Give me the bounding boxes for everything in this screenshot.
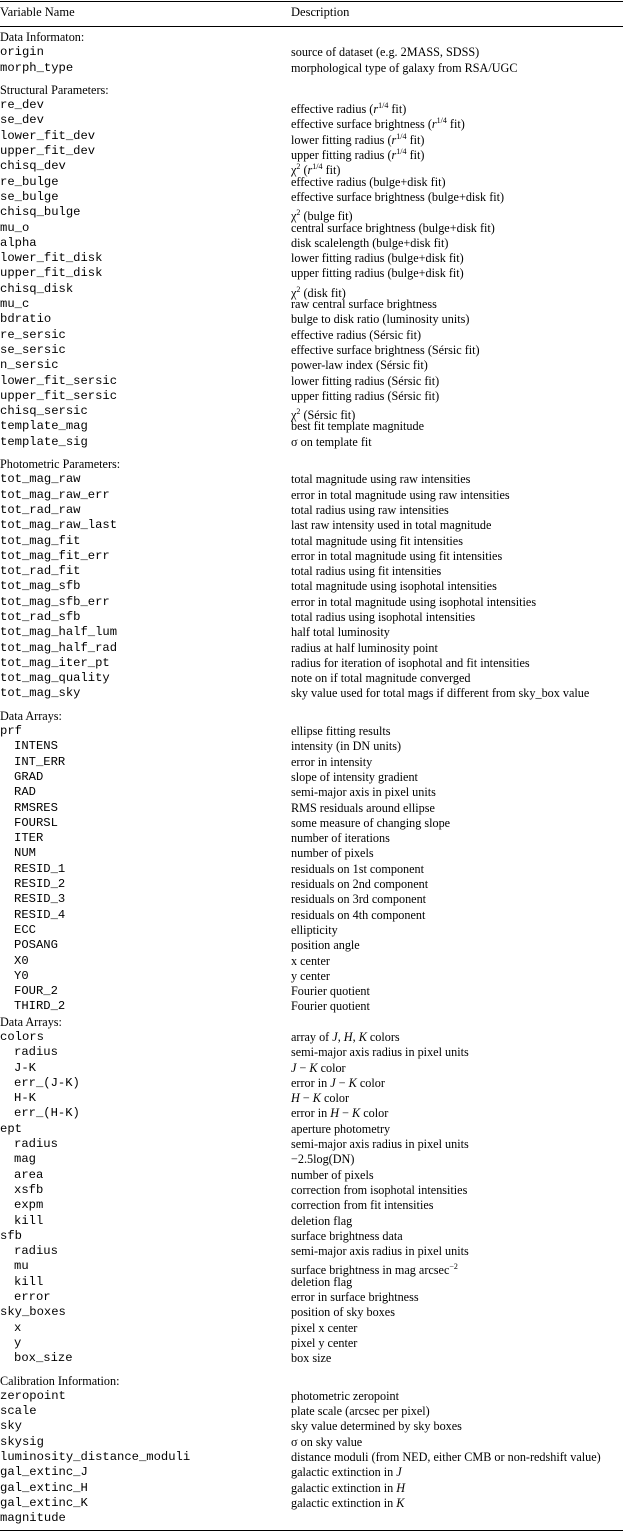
variable-description: half total luminosity	[291, 625, 390, 640]
variable-name: re_bulge	[0, 174, 59, 189]
sub-variable-row	[0, 862, 623, 877]
sub-variable-row	[0, 954, 623, 969]
variable-description: number of iterations	[291, 831, 390, 846]
variable-name: kill	[14, 1213, 44, 1228]
variable-description: −2.5log(DN)	[291, 1152, 355, 1167]
variable-description: distance moduli (from NED, either CMB or non-redshift value)	[291, 1450, 601, 1465]
variable-description: total magnitude using isophotal intensities	[291, 579, 497, 594]
variable-description: plate scale (arcsec per pixel)	[291, 1404, 430, 1419]
variable-name: n_sersic	[0, 358, 59, 373]
variable-name: zeropoint	[0, 1388, 66, 1403]
variable-description: $\chi^2$ ($r^{1/4}$ fit)	[291, 162, 341, 178]
sub-variable-row	[0, 846, 623, 861]
variable-name: THIRD_2	[14, 999, 66, 1014]
variable-name: X0	[14, 953, 29, 968]
variable-description: $\chi^2$ (bulge fit)	[291, 208, 353, 224]
variable-description: $\chi^2$ (Sérsic fit)	[291, 407, 356, 423]
variable-name: tot_rad_sfb	[0, 609, 81, 624]
variable-name: RESID_4	[14, 907, 66, 922]
variable-row	[0, 175, 623, 190]
variable-name: x	[14, 1320, 22, 1335]
variable-row	[0, 579, 623, 594]
variable-description: position of sky boxes	[291, 1305, 395, 1320]
sub-variable-row	[0, 938, 623, 953]
variable-name: RAD	[14, 785, 36, 800]
variable-name: re_sersic	[0, 327, 66, 342]
variable-description: semi-major axis radius in pixel units	[291, 1045, 469, 1060]
variable-description: error in intensity	[291, 754, 373, 769]
variable-description: deletion flag	[291, 1274, 353, 1289]
variable-name: radius	[14, 1244, 58, 1259]
variable-name: tot_mag_half_rad	[0, 640, 118, 655]
variable-name: tot_mag_half_lum	[0, 625, 118, 640]
variable-description: bulge to disk ratio (luminosity units)	[291, 312, 470, 327]
variable-description: last raw intensity used in total magnitude	[291, 518, 492, 533]
variable-description: J − K color	[291, 1060, 346, 1075]
variable-name: origin	[0, 45, 44, 60]
variable-name: template_mag	[0, 419, 88, 434]
variable-name: se_dev	[0, 113, 44, 128]
variable-description: y center	[291, 968, 330, 983]
variable-name: POSANG	[14, 938, 58, 953]
sub-variable-row	[0, 908, 623, 923]
variable-name: y	[14, 1335, 22, 1350]
variable-description: RMS residuals around ellipse	[291, 800, 435, 815]
variable-name: expm	[14, 1198, 44, 1213]
variable-row	[0, 1450, 623, 1465]
variable-description: number of pixels	[291, 846, 374, 861]
variable-name: mu_o	[0, 220, 30, 235]
variable-description: lower fitting radius (bulge+disk fit)	[291, 251, 464, 266]
variable-name: RESID_2	[14, 877, 66, 892]
variable-name: tot_mag_iter_pt	[0, 655, 110, 670]
variable-name: INTENS	[14, 739, 58, 754]
variable-description: best fit template magnitude	[291, 419, 425, 434]
variable-row	[0, 297, 623, 312]
section-heading: Data Arrays:	[0, 708, 62, 723]
variable-name: chisq_sersic	[0, 404, 88, 419]
variable-row	[0, 595, 623, 610]
sub-variable-row	[0, 739, 623, 754]
sub-variable-row	[0, 1290, 623, 1305]
variable-row	[0, 1496, 623, 1511]
variable-row	[0, 61, 623, 76]
sub-variable-row	[0, 1061, 623, 1076]
variable-name: morph_type	[0, 60, 74, 75]
variable-name: mu_c	[0, 297, 30, 312]
sub-variable-row	[0, 831, 623, 846]
variable-name: lower_fit_sersic	[0, 373, 118, 388]
variable-name: tot_mag_sfb_err	[0, 594, 110, 609]
variable-description: $\chi^2$ (disk fit)	[291, 284, 346, 300]
variable-name: ITER	[14, 831, 44, 846]
variable-row	[0, 374, 623, 389]
variable-name: NUM	[14, 846, 36, 861]
sub-variable-row	[0, 1152, 623, 1167]
variable-description: effective radius (Sérsic fit)	[291, 327, 422, 342]
variable-description: H − K color	[291, 1091, 350, 1106]
sub-variable-row	[0, 1275, 623, 1290]
sub-variable-row	[0, 755, 623, 770]
variable-description: array of J, H, K colors	[291, 1030, 400, 1044]
variable-description: ellipse fitting results	[291, 724, 391, 739]
variable-row	[0, 221, 623, 236]
variable-name: tot_rad_fit	[0, 564, 81, 579]
sub-variable-row	[0, 1198, 623, 1213]
sub-variable-row	[0, 801, 623, 816]
variable-description: residuals on 2nd component	[291, 877, 429, 892]
sub-variable-row	[0, 969, 623, 984]
variable-name: tot_mag_raw_err	[0, 487, 110, 502]
variable-description: total magnitude using raw intensities	[291, 472, 471, 487]
variable-description: upper fitting radius ($r^{1/4}$ fit)	[291, 147, 425, 163]
variable-row	[0, 159, 623, 178]
sub-variable-row	[0, 1045, 623, 1060]
variable-description: σ on sky value	[291, 1434, 363, 1449]
variable-description: effective surface brightness ($r^{1/4}$ fit)	[291, 116, 465, 132]
variable-row	[0, 1481, 623, 1496]
section-heading-row	[0, 709, 623, 724]
variable-description: pixel x center	[291, 1320, 358, 1335]
variable-description: total radius using isophotal intensities	[291, 609, 476, 624]
variable-name: ECC	[14, 922, 36, 937]
variable-row	[0, 625, 623, 640]
variable-description: source of dataset (e.g. 2MASS, SDSS)	[291, 45, 480, 60]
variable-name: lower_fit_disk	[0, 251, 103, 266]
variable-description: galactic extinction in H	[291, 1480, 406, 1495]
variable-description: correction from isophotal intensities	[291, 1182, 468, 1197]
variable-description: x center	[291, 953, 330, 968]
variable-description: lower fitting radius (Sérsic fit)	[291, 373, 440, 388]
variable-row	[0, 419, 623, 434]
variable-name: ept	[0, 1121, 22, 1136]
variable-row	[0, 1229, 623, 1244]
section-heading-row	[0, 83, 623, 98]
variable-description: ellipticity	[291, 922, 338, 937]
sub-variable-row	[0, 999, 623, 1014]
variable-description: surface brightness data	[291, 1228, 403, 1243]
header-variable-name: Variable Name	[0, 5, 75, 19]
variable-row	[0, 1511, 623, 1526]
variable-description: galactic extinction in K	[291, 1495, 405, 1510]
sub-variable-row	[0, 1214, 623, 1229]
variable-row	[0, 472, 623, 487]
variable-row	[0, 724, 623, 739]
variable-row	[0, 358, 623, 373]
variable-row	[0, 144, 623, 163]
variable-name: radius	[14, 1137, 58, 1152]
variable-description: position angle	[291, 938, 360, 953]
sub-variable-row	[0, 923, 623, 938]
variable-name: kill	[14, 1274, 44, 1289]
variable-name: RESID_3	[14, 892, 66, 907]
section-heading: Data Informaton:	[0, 30, 85, 44]
variable-description: semi-major axis in pixel units	[291, 785, 436, 800]
section-heading-row	[0, 30, 623, 45]
variable-row	[0, 1465, 623, 1480]
variable-row	[0, 113, 623, 132]
variable-description: some measure of changing slope	[291, 815, 451, 830]
variable-row	[0, 503, 623, 518]
variable-name: tot_mag_raw	[0, 472, 81, 487]
variable-name: se_sersic	[0, 342, 66, 357]
variable-name: lower_fit_dev	[0, 128, 96, 143]
variable-name: upper_fit_disk	[0, 266, 103, 281]
variable-name: area	[14, 1167, 44, 1182]
sub-variable-row	[0, 877, 623, 892]
variable-row	[0, 404, 623, 423]
variable-description: error in total magnitude using raw intensities	[291, 487, 510, 502]
variable-row	[0, 1305, 623, 1320]
variable-name: tot_mag_fit	[0, 533, 81, 548]
variable-name: re_dev	[0, 98, 44, 113]
variable-description: sky value determined by sky boxes	[291, 1419, 462, 1434]
variable-description: morphological type of galaxy from RSA/UGC	[291, 60, 518, 75]
variable-row	[0, 641, 623, 656]
variable-description: effective radius ($r^{1/4}$ fit)	[291, 101, 407, 117]
variable-description: central surface brightness (bulge+disk fit)	[291, 220, 495, 235]
variable-description: error in J − K color	[291, 1075, 385, 1090]
sub-variable-row	[0, 1183, 623, 1198]
variable-description: error in total magnitude using fit intensities	[291, 548, 503, 563]
variable-description: effective radius (bulge+disk fit)	[291, 174, 446, 189]
variable-row	[0, 266, 623, 281]
variable-description: photometric zeropoint	[291, 1388, 399, 1403]
variable-description: sky value used for total mags if different from sky_box value	[291, 686, 590, 701]
variable-name: chisq_dev	[0, 159, 66, 174]
variable-row	[0, 1419, 623, 1434]
variable-name: J-K	[14, 1060, 36, 1075]
variable-description: disk scalelength (bulge+disk fit)	[291, 235, 449, 250]
variable-name: upper_fit_dev	[0, 144, 96, 159]
variable-name: bdratio	[0, 312, 52, 327]
variable-row	[0, 236, 623, 251]
variable-name: prf	[0, 724, 22, 739]
variable-row	[0, 534, 623, 549]
variable-description: error in surface brightness	[291, 1290, 419, 1305]
variable-name: magnitude	[0, 1511, 66, 1526]
variable-name: mu	[14, 1259, 29, 1274]
variable-name: gal_extinc_K	[0, 1495, 88, 1510]
variable-name: luminosity_distance_moduli	[0, 1450, 191, 1465]
sub-variable-row	[0, 1336, 623, 1351]
variable-description: number of pixels	[291, 1167, 374, 1182]
variable-name: se_bulge	[0, 189, 59, 204]
variable-row	[0, 312, 623, 327]
variable-name: gal_extinc_H	[0, 1480, 88, 1495]
variable-name: tot_rad_raw	[0, 502, 81, 517]
variable-description: box size	[291, 1351, 332, 1366]
variable-row	[0, 45, 623, 60]
variable-name: sky	[0, 1419, 22, 1434]
variable-row	[0, 1404, 623, 1419]
variable-row	[0, 518, 623, 533]
variable-description: effective surface brightness (bulge+disk fit)	[291, 189, 505, 204]
section-heading-row	[0, 457, 623, 472]
variable-row	[0, 98, 623, 117]
table-header	[0, 0, 623, 26]
variable-name: sky_boxes	[0, 1305, 66, 1320]
variable-name: sfb	[0, 1228, 22, 1243]
sub-variable-row	[0, 1137, 623, 1152]
variable-description: slope of intensity gradient	[291, 769, 418, 784]
variable-row	[0, 343, 623, 358]
variable-description: radius for iteration of isophotal and fit intensities	[291, 655, 530, 670]
variable-row	[0, 1389, 623, 1404]
variable-name: tot_mag_fit_err	[0, 548, 110, 563]
variable-row	[0, 686, 623, 701]
variable-name: RMSRES	[14, 800, 58, 815]
variable-name: tot_mag_sky	[0, 686, 81, 701]
variable-name: FOUR_2	[14, 984, 58, 999]
variable-row	[0, 281, 623, 300]
variable-row	[0, 549, 623, 564]
variable-name: template_sig	[0, 434, 88, 449]
variable-name: INT_ERR	[14, 754, 66, 769]
variable-row	[0, 671, 623, 686]
variable-name: err_(H-K)	[14, 1106, 80, 1121]
sub-variable-row	[0, 1321, 623, 1336]
sub-variable-row	[0, 785, 623, 800]
variable-description: semi-major axis radius in pixel units	[291, 1137, 469, 1152]
variable-row	[0, 1435, 623, 1450]
variable-name: colors	[0, 1030, 44, 1044]
variable-row	[0, 564, 623, 579]
variable-name: chisq_disk	[0, 281, 74, 296]
variable-name: RESID_1	[14, 861, 66, 876]
variable-description: residuals on 1st component	[291, 861, 425, 876]
variable-row	[0, 1030, 623, 1045]
variable-row	[0, 205, 623, 224]
sub-variable-row	[0, 1259, 623, 1278]
sub-variable-row	[0, 1168, 623, 1183]
section-heading: Calibration Information:	[0, 1373, 120, 1388]
variable-description: correction from fit intensities	[291, 1198, 434, 1213]
table-bottom-rule	[0, 1530, 623, 1531]
variable-row	[0, 1122, 623, 1137]
variable-name: radius	[14, 1045, 58, 1060]
sub-variable-row	[0, 892, 623, 907]
sub-variable-row	[0, 1106, 623, 1121]
sub-variable-row	[0, 1091, 623, 1106]
section-heading: Structural Parameters:	[0, 82, 109, 97]
variable-row	[0, 435, 623, 450]
variable-row	[0, 656, 623, 671]
variable-name: FOURSL	[14, 815, 58, 830]
variable-name: box_size	[14, 1351, 73, 1366]
header-rule	[0, 26, 623, 27]
variable-name: GRAD	[14, 769, 44, 784]
variable-description: effective surface brightness (Sérsic fit)	[291, 342, 480, 357]
variable-description: aperture photometry	[291, 1121, 391, 1136]
variable-name: error	[14, 1290, 51, 1305]
table-body	[0, 30, 623, 1527]
header-description: Description	[291, 5, 350, 19]
variable-name: H-K	[14, 1091, 36, 1106]
variable-description: deletion flag	[291, 1213, 353, 1228]
variable-name: tot_mag_sfb	[0, 579, 81, 594]
variable-description: total radius using fit intensities	[291, 564, 442, 579]
variable-description: pixel y center	[291, 1335, 358, 1350]
variable-description: total radius using raw intensities	[291, 502, 449, 517]
sub-variable-row	[0, 1076, 623, 1091]
sub-variable-row	[0, 984, 623, 999]
variable-name: err_(J-K)	[14, 1075, 80, 1090]
variable-name: upper_fit_sersic	[0, 388, 118, 403]
variable-name: mag	[14, 1152, 36, 1167]
variable-description: σ on template fit	[291, 434, 372, 449]
variable-row	[0, 128, 623, 147]
sub-variable-row	[0, 1351, 623, 1366]
variable-description: galactic extinction in J	[291, 1465, 402, 1480]
sub-variable-row	[0, 1244, 623, 1259]
variable-row	[0, 190, 623, 205]
variable-description: note on if total magnitude converged	[291, 671, 471, 686]
variable-row	[0, 328, 623, 343]
variable-description: raw central surface brightness	[291, 297, 437, 312]
sub-variable-row	[0, 816, 623, 831]
variable-description: power-law index (Sérsic fit)	[291, 358, 428, 373]
variable-description: error in H − K color	[291, 1106, 389, 1121]
variable-name: tot_mag_quality	[0, 671, 110, 686]
sub-variable-row	[0, 770, 623, 785]
variable-row	[0, 389, 623, 404]
variable-row	[0, 610, 623, 625]
variable-description: total magnitude using fit intensities	[291, 533, 463, 548]
variable-name: Y0	[14, 968, 29, 983]
variable-name: xsfb	[14, 1182, 44, 1197]
variable-description: semi-major axis radius in pixel units	[291, 1244, 469, 1259]
variable-row	[0, 251, 623, 266]
variable-description: radius at half luminosity point	[291, 640, 438, 655]
variable-name: skysig	[0, 1434, 44, 1449]
variable-description: upper fitting radius (bulge+disk fit)	[291, 266, 464, 281]
variable-description: error in total magnitude using isophotal intensities	[291, 594, 537, 609]
variable-description: Fourier quotient	[291, 999, 370, 1014]
variable-description: residuals on 4th component	[291, 907, 426, 922]
variable-name: alpha	[0, 235, 37, 250]
section-heading: Photometric Parameters:	[0, 457, 121, 472]
variable-name: chisq_bulge	[0, 205, 81, 220]
variable-row	[0, 488, 623, 503]
section-heading-row	[0, 1374, 623, 1389]
variable-description: residuals on 3rd component	[291, 892, 427, 907]
variable-name: tot_mag_raw_last	[0, 518, 118, 533]
variable-description: lower fitting radius ($r^{1/4}$ fit)	[291, 131, 425, 147]
variable-description: surface brightness in mag arcsec$^{-2}$	[291, 1262, 458, 1278]
variable-name: scale	[0, 1404, 37, 1419]
variable-name: gal_extinc_J	[0, 1465, 88, 1480]
section-heading-row	[0, 1015, 623, 1030]
variable-description: upper fitting radius (Sérsic fit)	[291, 388, 440, 403]
variable-description: intensity (in DN units)	[291, 739, 402, 754]
variable-description: Fourier quotient	[291, 984, 370, 999]
section-heading: Data Arrays:	[0, 1014, 62, 1029]
